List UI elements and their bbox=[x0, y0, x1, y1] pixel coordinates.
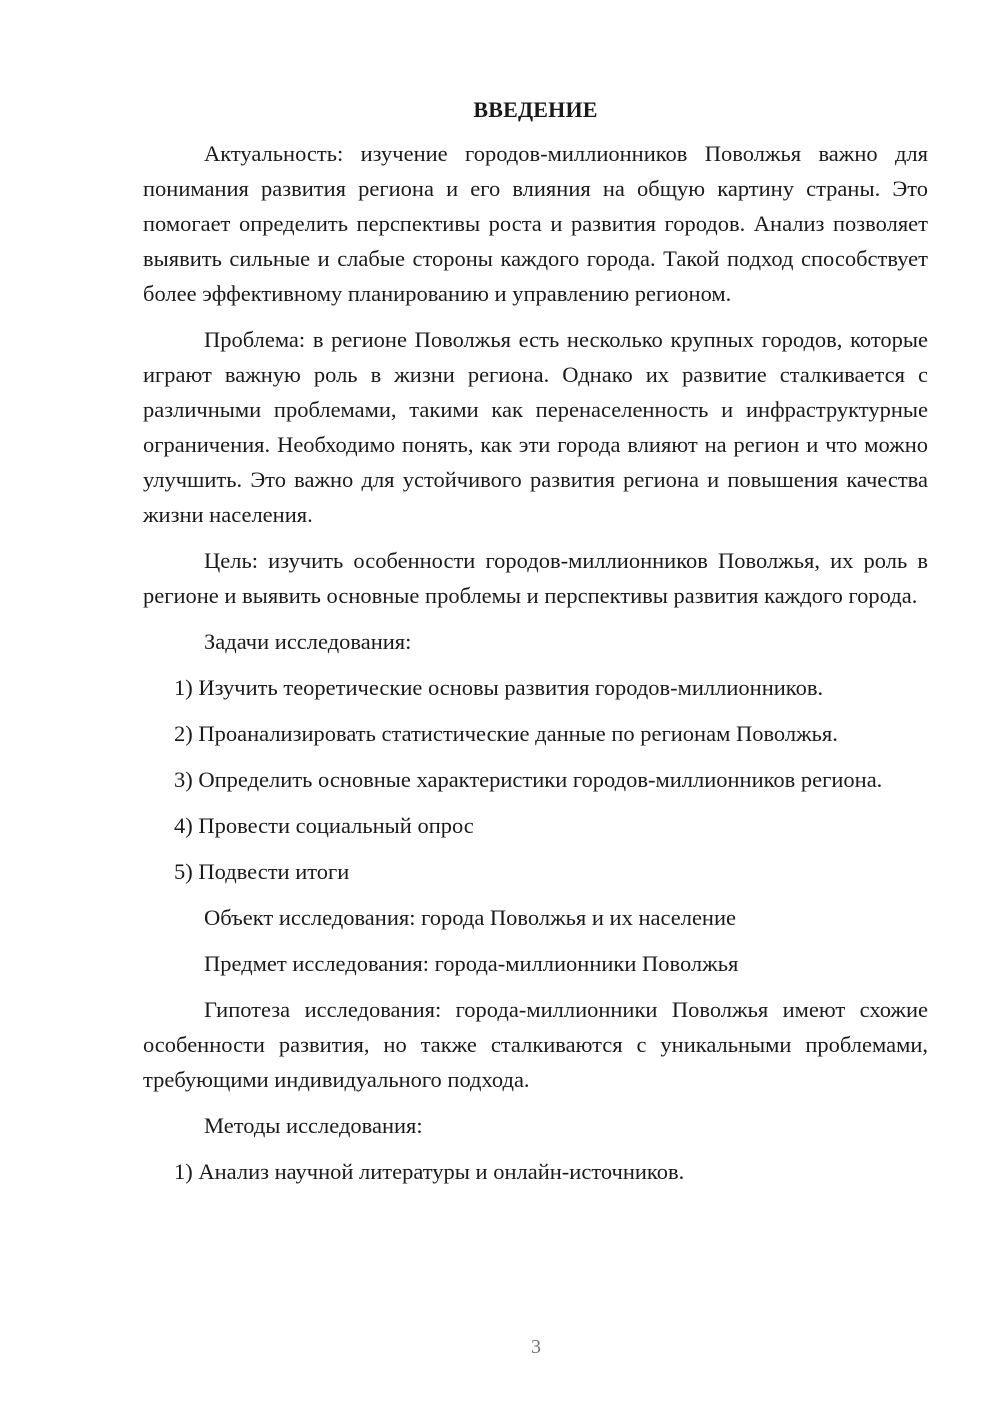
subject-paragraph: Предмет исследования: города-миллионники Поволжья bbox=[204, 951, 739, 976]
task-item-4: 4) Провести социальный опрос bbox=[174, 813, 474, 838]
task-item-3: 3) Определить основные характеристики городов-миллионников региона. bbox=[174, 767, 883, 792]
task-item-5: 5) Подвести итоги bbox=[174, 859, 350, 884]
goal-paragraph: Цель: изучить особенности городов-миллионников Поволжья, их роль в регионе и выявить основные проблемы и перспективы развития каждого города. bbox=[143, 548, 928, 608]
hypothesis-paragraph: Гипотеза исследования: города-миллионники Поволжья имеют схожие особенности развития, но также сталкиваются с уникальными проблемами, требующими индивидуального подхода. bbox=[143, 997, 928, 1092]
relevance-paragraph: Актуальность: изучение городов-миллионников Поволжья важно для понимания развития региона и его влияния на общую картину страны. Это помогает определить перспективы роста и развития городов. Анализ позволяет выявить сильные и слабые стороны каждого города. Такой подход способствует более эффективному планированию и управлению регионом. bbox=[143, 141, 928, 306]
task-item-1: 1) Изучить теоретические основы развития городов-миллионников. bbox=[174, 675, 824, 700]
task-item-2: 2) Проанализировать статистические данные по регионам Поволжья. bbox=[174, 721, 838, 746]
method-item-1: 1) Анализ научной литературы и онлайн-источников. bbox=[174, 1159, 685, 1184]
page-number: 3 bbox=[531, 1336, 541, 1358]
page-title: ВВЕДЕНИЕ bbox=[473, 97, 598, 122]
tasks-heading: Задачи исследования: bbox=[204, 629, 412, 654]
object-paragraph: Объект исследования: города Поволжья и их население bbox=[204, 905, 737, 930]
page-content bbox=[143, 94, 928, 1200]
methods-heading: Методы исследования: bbox=[204, 1113, 423, 1138]
problem-paragraph: Проблема: в регионе Поволжья есть несколько крупных городов, которые играют важную роль в жизни региона. Однако их развитие сталкивается с различными проблемами, такими как перенаселенность и инфраструктурные ограничения. Необходимо понять, как эти города влияют на регион и что можно улучшить. Это важно для устойчивого развития региона и повышения качества жизни населения. bbox=[143, 327, 928, 527]
